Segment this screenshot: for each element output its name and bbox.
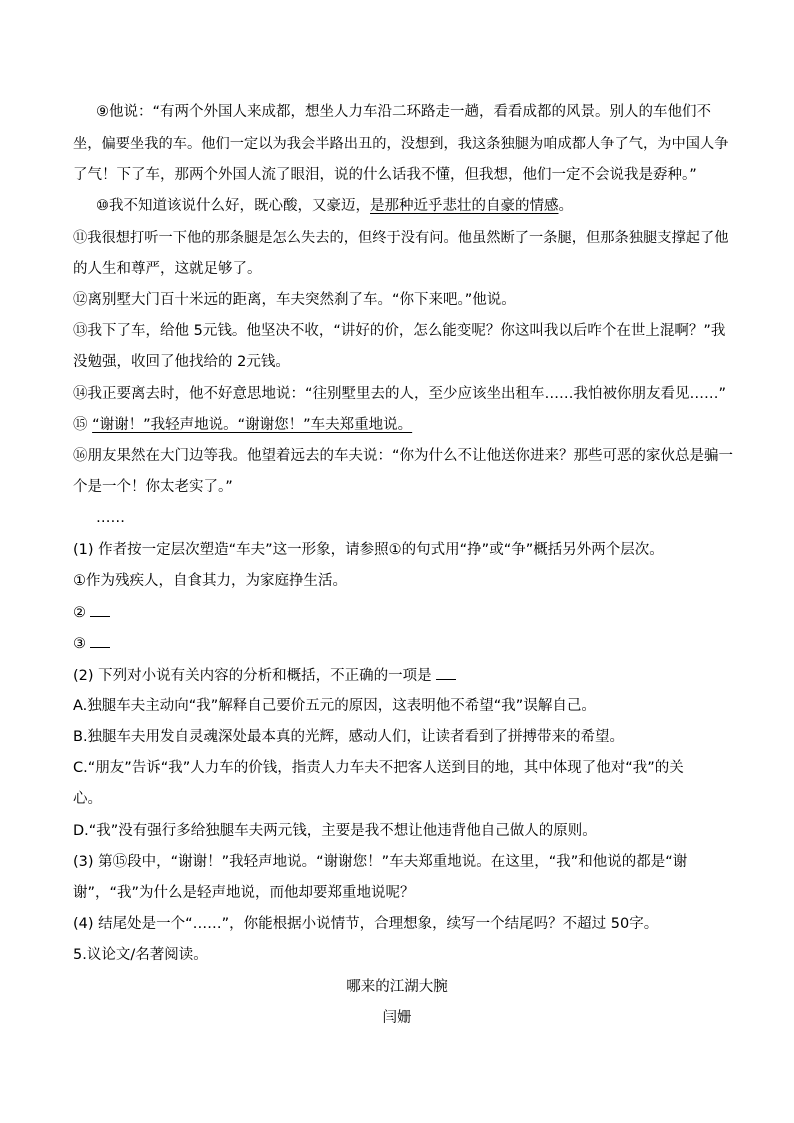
answer-3-label: ③ (73, 636, 86, 652)
option-b: B.独腿车夫用发自灵魂深处最本真的光辉，感动人们，让读者看到了拼搏带来的希望。 (73, 729, 625, 745)
paragraph-13-line-1: ⑬我下了车，给他 5元钱。他坚决不收，“讲好的价，怎么能变呢？你这叫我以后咋个在世上混啊？”我 (73, 323, 726, 339)
question-3-line-1: (3) 第⑮段中，“谢谢！”我轻声地说。“谢谢您！”车夫郑重地说。在这里，“我”和他说的都是“谢 (73, 854, 688, 870)
paragraph-9-line-1: ⑨他说：“有两个外国人来成都，想坐人力车沿二环路走一趟，看看成都的风景。别人的车他们不 (96, 104, 712, 120)
question-1: (1) 作者按一定层次塑造“车夫”这一形象，请参照①的句式用“挣”或“争”概括另外两个层次。 (73, 542, 664, 558)
answer-blank[interactable] (90, 633, 110, 648)
question-2 (73, 665, 456, 686)
paragraph-10-end: 。 (558, 198, 573, 214)
question-3-line-2: 谢”，“我”为什么是轻声地说，而他却要郑重地说呢？ (73, 885, 415, 901)
paragraph-15 (73, 415, 412, 435)
paragraph-9-line-2: 坐，偏要坐我的车。他们一定以为我会半路出丑的，没想到，我这条独腿为咱成都人争了气，为中国人争 (73, 136, 729, 152)
article-author: 闫姗 (382, 1010, 412, 1026)
paragraph-11-line-1: ⑪我很想打听一下他的那条腿是怎么失去的，但终于没有问。他虽然断了一条腿，但那条独腿支撑起了他 (73, 230, 729, 246)
paragraph-10 (96, 196, 573, 216)
paragraph-9-line-3: 了气！下了车，那两个外国人流了眼泪，说的什么话我不懂，但我想，他们一定不会说我是孬种。” (73, 167, 697, 183)
paragraph-15-text: “谢谢！”我轻声地说。“谢谢您！”车夫郑重地说。 (92, 417, 413, 433)
paragraph-13-line-2: 没勉强，收回了他找给的 2元钱。 (73, 354, 290, 370)
answer-blank[interactable] (90, 602, 110, 617)
question-1-answer-1: ①作为残疾人，自食其力，为家庭挣生活。 (73, 573, 347, 589)
question-4: (4) 结尾处是一个“……”，你能根据小说情节，合理想象，续写一个结尾吗？不超过 50字。 (73, 916, 659, 932)
question-1-answer-2 (73, 602, 110, 623)
option-d: D.“我”没有强行多给独腿车夫两元钱，主要是我不想让他违背他自己做人的原则。 (73, 823, 597, 839)
answer-2-label: ② (73, 605, 86, 621)
paragraph-16-line-2: 个是一个！你太老实了。” (73, 479, 233, 495)
article-title: 哪来的江湖大腕 (346, 979, 448, 995)
paragraph-16-line-1: ⑯朋友果然在大门边等我。他望着远去的车夫说：“你为什么不让他送你进来？那些可恶的家伙总是骗一 (73, 448, 734, 464)
paragraph-14: ⑭我正要离去时，他不好意思地说：“往别墅里去的人，至少应该坐出租车……我怕被你朋友看见……” (73, 386, 727, 402)
ellipsis: …… (96, 510, 125, 526)
paragraph-10-text: ⑩我不知道该说什么好，既心酸，又豪迈， (96, 198, 370, 214)
answer-blank[interactable] (436, 665, 456, 680)
paragraph-11-line-2: 的人生和尊严，这就足够了。 (73, 261, 262, 277)
question-1-answer-3 (73, 633, 110, 654)
question-2-text: (2) 下列对小说有关内容的分析和概括，不正确的一项是 (73, 668, 432, 684)
option-c-line-1: C.“朋友”告诉“我”人力车的价钱，指责人力车夫不把客人送到目的地，其中体现了他对“我”的关 (73, 760, 684, 776)
option-c-line-2: 心。 (73, 791, 102, 807)
paragraph-15-number: ⑮ (73, 417, 88, 433)
underlined-phrase: 是那种近乎悲壮的自豪的情感 (370, 198, 559, 214)
paragraph-12: ⑫离别墅大门百十米远的距离，车夫突然刹了车。“你下来吧。”他说。 (73, 292, 516, 308)
option-a: A.独腿车夫主动向“我”解释自己要价五元的原因，这表明他不希望“我”误解自己。 (73, 698, 596, 714)
section-heading: 5.议论文/名著阅读。 (73, 947, 208, 963)
